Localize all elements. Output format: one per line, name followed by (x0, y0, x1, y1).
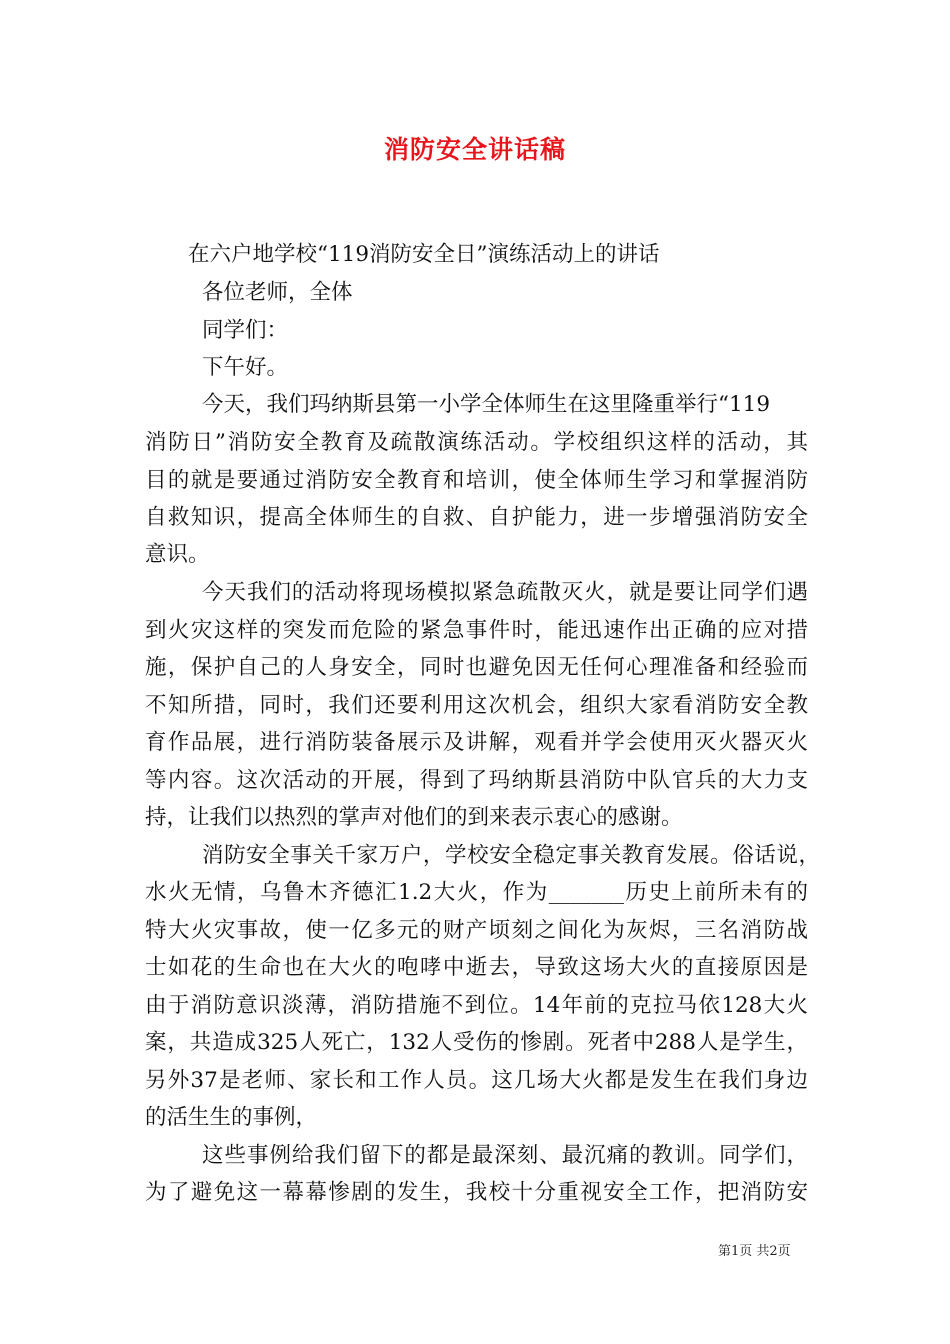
paragraph-4-line: 这些事例给我们留下的都是最深刻、最沉痛的教训。同学们， (202, 1143, 808, 1168)
paragraph-3-line: 士如花的生命也在大火的咆哮中逝去，导致这场大火的直接原因是 (145, 955, 808, 980)
subtitle: 在六户地学校“119消防安全日”演练活动上的讲话 (188, 242, 660, 267)
paragraph-3-line: 另外37是老师、家长和工作人员。这几场大火都是发生在我们身边 (145, 1068, 808, 1093)
paragraph-2-line: 到火灾这样的突发而危险的紧急事件时，能迅速作出正确的应对措 (145, 618, 808, 643)
paragraph-3-line: 水火无情，乌鲁木齐德汇1.2大火，作为_______历史上前所未有的 (145, 880, 808, 905)
paragraph-1-line: 目的就是要通过消防安全教育和培训，使全体师生学习和掌握消防 (145, 468, 808, 493)
paragraph-1-line: 意识。 (145, 542, 210, 567)
paragraph-1-line: 自救知识，提高全体师生的自救、自护能力，进一步增强消防安全 (145, 505, 808, 530)
paragraph-2-line: 育作品展，进行消防装备展示及讲解，观看并学会使用灭火器灭火 (145, 730, 808, 755)
document-title: 消防安全讲话稿 (383, 135, 566, 164)
paragraph-3-line: 消防安全事关千家万户，学校安全稳定事关教育发展。俗话说， (202, 843, 820, 868)
page-indicator: 第1页 共2页 (718, 1244, 791, 1259)
paragraph-3-line: 由于消防意识淡薄，消防措施不到位。14年前的克拉马依128大火 (145, 993, 808, 1018)
paragraph-2-line: 施，保护自己的人身安全，同时也避免因无任何心理准备和经验而 (145, 655, 808, 680)
paragraph-2-line: 不知所措，同时，我们还要利用这次机会，组织大家看消防安全教 (145, 693, 808, 718)
greeting: 下午好。 (202, 355, 289, 380)
paragraph-4-line: 为了避免这一幕幕惨剧的发生，我校十分重视安全工作，把消防安 (145, 1180, 808, 1205)
paragraph-1-line: 今天，我们玛纳斯县第一小学全体师生在这里隆重举行“119 (202, 392, 771, 417)
paragraph-3-line: 案，共造成325人死亡，132人受伤的惨剧。死者中288人是学生， (145, 1030, 808, 1055)
paragraph-2-line: 今天我们的活动将现场模拟紧急疏散灭火，就是要让同学们遇 (202, 580, 808, 605)
paragraph-1-line: 消防日”消防安全教育及疏散演练活动。学校组织这样的活动，其 (145, 430, 808, 455)
salutation-line-2: 同学们： (202, 318, 289, 343)
paragraph-3-line: 的活生生的事例， (145, 1105, 318, 1130)
paragraph-2-line: 持，让我们以热烈的掌声对他们的到来表示衷心的感谢。 (145, 805, 683, 830)
paragraph-3-line: 特大火灾事故，使一亿多元的财产顷刻之间化为灰烬，三名消防战 (145, 918, 808, 943)
salutation-line-1: 各位老师，全体 (202, 280, 353, 305)
paragraph-2-line: 等内容。这次活动的开展，得到了玛纳斯县消防中队官兵的大力支 (145, 768, 808, 793)
